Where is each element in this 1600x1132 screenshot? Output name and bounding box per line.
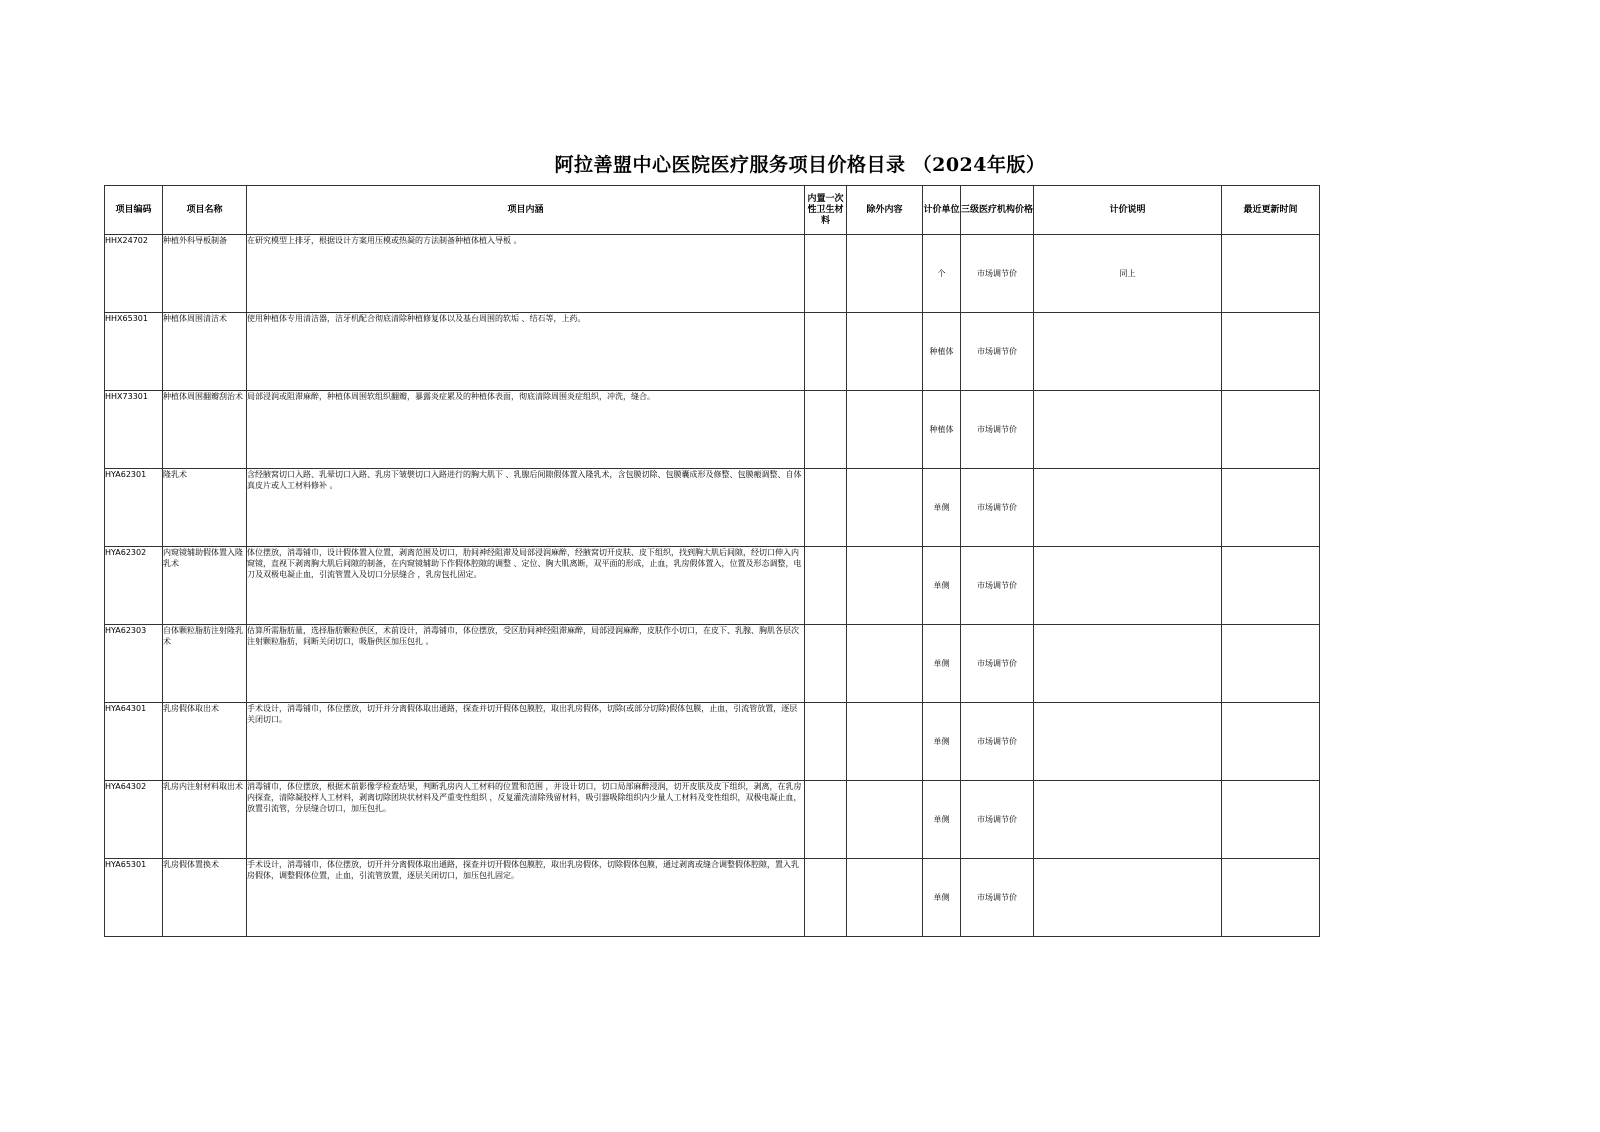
cell-note	[1034, 469, 1222, 547]
header-excluded: 除外内容	[847, 186, 923, 235]
header-content: 项目内涵	[247, 186, 805, 235]
cell-content: 手术设计，消毒铺巾，体位摆放，切开并分离假体取出通路，探查并切开假体包膜腔，取出乳房假体，切除假体包膜，通过剥离或缝合调整假体腔隙，置入乳房假体，调整假体位置，止血，引流管放置，逐层关闭切口，加压包扎固定。	[247, 859, 805, 937]
cell-unit: 单侧	[923, 703, 961, 781]
cell-price: 市场调节价	[961, 313, 1034, 391]
cell-name: 种植外科导板制备	[163, 235, 247, 313]
cell-material	[805, 781, 847, 859]
cell-updated	[1222, 313, 1320, 391]
cell-name: 乳房假体置换术	[163, 859, 247, 937]
cell-code: HYA64302	[105, 781, 163, 859]
cell-note	[1034, 781, 1222, 859]
cell-updated	[1222, 859, 1320, 937]
table-row	[105, 391, 1320, 469]
cell-unit: 单侧	[923, 469, 961, 547]
cell-material	[805, 313, 847, 391]
cell-excluded	[847, 235, 923, 313]
cell-unit: 种植体	[923, 313, 961, 391]
cell-note	[1034, 391, 1222, 469]
cell-excluded	[847, 625, 923, 703]
cell-excluded	[847, 703, 923, 781]
cell-unit: 单侧	[923, 859, 961, 937]
table-row	[105, 235, 1320, 313]
cell-price: 市场调节价	[961, 469, 1034, 547]
header-code: 项目编码	[105, 186, 163, 235]
cell-updated	[1222, 703, 1320, 781]
cell-updated	[1222, 469, 1320, 547]
cell-excluded	[847, 391, 923, 469]
table-header-row	[105, 186, 1320, 235]
cell-updated	[1222, 781, 1320, 859]
cell-unit: 种植体	[923, 391, 961, 469]
price-table	[104, 185, 1320, 937]
cell-price: 市场调节价	[961, 235, 1034, 313]
table-row	[105, 469, 1320, 547]
cell-excluded	[847, 859, 923, 937]
cell-excluded	[847, 469, 923, 547]
cell-code: HYA62301	[105, 469, 163, 547]
cell-code: HYA65301	[105, 859, 163, 937]
cell-updated	[1222, 625, 1320, 703]
cell-material	[805, 625, 847, 703]
header-price: 三级医疗机构价格	[961, 186, 1034, 235]
cell-price: 市场调节价	[961, 859, 1034, 937]
table-row	[105, 313, 1320, 391]
cell-note: 同上	[1034, 235, 1222, 313]
header-updated: 最近更新时间	[1222, 186, 1320, 235]
cell-material	[805, 235, 847, 313]
cell-code: HYA64301	[105, 703, 163, 781]
cell-excluded	[847, 547, 923, 625]
cell-content: 手术设计，消毒铺巾，体位摆放，切开并分离假体取出通路，探查并切开假体包膜腔，取出乳房假体，切除(或部分切除)假体包膜，止血，引流管放置，逐层关闭切口。	[247, 703, 805, 781]
table-row	[105, 703, 1320, 781]
cell-code: HHX73301	[105, 391, 163, 469]
table-row	[105, 859, 1320, 937]
cell-note	[1034, 625, 1222, 703]
table-row	[105, 625, 1320, 703]
cell-name: 隆乳术	[163, 469, 247, 547]
cell-content: 局部浸润或阻滞麻醉，种植体周围软组织翻瓣，暴露炎症累及的种植体表面，彻底清除周围炎症组织，冲洗，缝合。	[247, 391, 805, 469]
cell-excluded	[847, 781, 923, 859]
cell-content: 在研究模型上排牙，根据设计方案用压模或热凝的方法制备种植体植入导板 。	[247, 235, 805, 313]
cell-material	[805, 703, 847, 781]
cell-name: 乳房内注射材料取出术	[163, 781, 247, 859]
cell-content: 使用种植体专用清洁器，洁牙机配合彻底清除种植修复体以及基台周围的软垢 、结石等，上药。	[247, 313, 805, 391]
cell-updated	[1222, 391, 1320, 469]
cell-name: 种植体周围翻瓣刮治术	[163, 391, 247, 469]
cell-code: HYA62303	[105, 625, 163, 703]
table-row	[105, 781, 1320, 859]
cell-price: 市场调节价	[961, 781, 1034, 859]
cell-code: HYA62302	[105, 547, 163, 625]
cell-price: 市场调节价	[961, 703, 1034, 781]
cell-unit: 单侧	[923, 781, 961, 859]
header-name: 项目名称	[163, 186, 247, 235]
cell-name: 种植体周围清洁术	[163, 313, 247, 391]
cell-content: 估算所需脂肪量，选择脂肪颗粒供区，术前设计，消毒铺巾，体位摆放，受区肋间神经阻滞麻醉，局部浸润麻醉，皮肤作小切口，在皮下、乳腺、胸肌各层次注射颗粒脂肪，间断关闭切口，吸脂供区加压包扎 。	[247, 625, 805, 703]
cell-unit: 个	[923, 235, 961, 313]
cell-note	[1034, 859, 1222, 937]
header-unit: 计价单位	[923, 186, 961, 235]
header-note: 计价说明	[1034, 186, 1222, 235]
cell-price: 市场调节价	[961, 391, 1034, 469]
page-title: 阿拉善盟中心医院医疗服务项目价格目录 （2024年版）	[554, 154, 1046, 176]
cell-updated	[1222, 235, 1320, 313]
cell-note	[1034, 703, 1222, 781]
cell-material	[805, 469, 847, 547]
cell-price: 市场调节价	[961, 547, 1034, 625]
cell-material	[805, 859, 847, 937]
cell-name: 乳房假体取出术	[163, 703, 247, 781]
cell-note	[1034, 313, 1222, 391]
cell-material	[805, 547, 847, 625]
cell-material	[805, 391, 847, 469]
cell-unit: 单侧	[923, 625, 961, 703]
cell-code: HHX24702	[105, 235, 163, 313]
cell-code: HHX65301	[105, 313, 163, 391]
cell-excluded	[847, 313, 923, 391]
header-material: 内置一次性卫生材料	[805, 186, 847, 235]
cell-note	[1034, 547, 1222, 625]
cell-updated	[1222, 547, 1320, 625]
cell-name: 内窥镜辅助假体置入隆乳术	[163, 547, 247, 625]
cell-content: 含经腋窝切口入路、乳晕切口入路、乳房下皱襞切口入路进行的胸大肌下 、乳腺后间隙假体置入隆乳术，含包膜切除、包膜囊成形及修整、包膜瘢调整、自体真皮片或人工材料修补 。	[247, 469, 805, 547]
cell-price: 市场调节价	[961, 625, 1034, 703]
cell-unit: 单侧	[923, 547, 961, 625]
cell-content: 体位摆放，消毒铺巾，设计假体置入位置，剥离范围及切口，肋间神经阻滞及局部浸润麻醉，经腋窝切开皮肤、皮下组织，找到胸大肌后间隙，经切口伸入内窥镜，直视下剥离胸大肌后间隙的制备，在内窥镜辅助下作假体腔隙的调整 、定位、胸大肌离断，双平面的形成，止血，乳房假体置入，位置及形态调整，电刀及双极电凝止血，引流管置入及切口分层缝合 ，乳房包扎固定。	[247, 547, 805, 625]
table-row	[105, 547, 1320, 625]
cell-name: 自体颗粒脂肪注射隆乳术	[163, 625, 247, 703]
cell-content: 消毒铺巾，体位摆放，根据术前影像学检查结果，判断乳房内人工材料的位置和范围 ，并设计切口，切口局部麻醉浸润，切开皮肤及皮下组织，剥离，在乳房内探查，清除凝胶样人工材料，剥离切除团块状材料及严重变性组织 ，反复灌洗清除残留材料，吸引器吸除组织内少量人工材料及变性组织，双极电凝止血，放置引流管，分层缝合切口，加压包扎。	[247, 781, 805, 859]
